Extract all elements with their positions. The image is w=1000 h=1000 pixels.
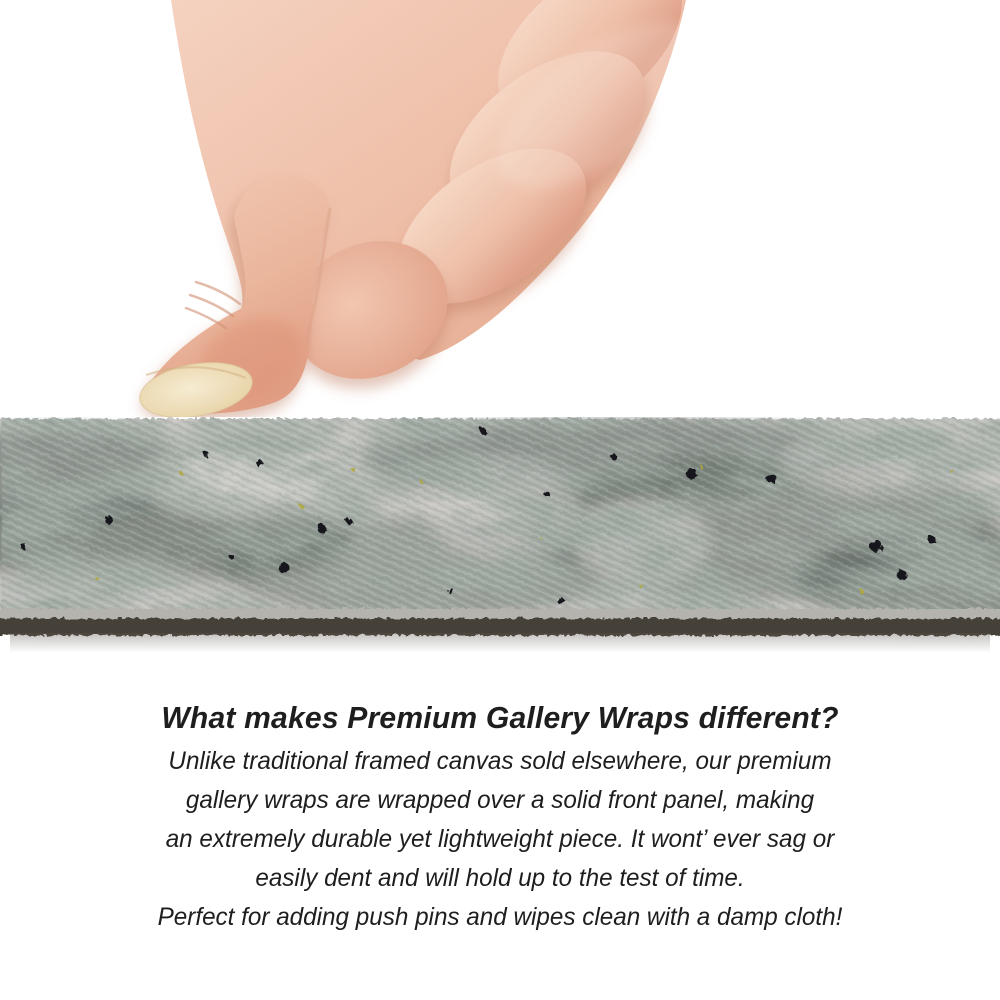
- canvas-edge-photo: [0, 417, 1000, 652]
- weave-texture: [0, 417, 1000, 610]
- canvas-dark-backing: [0, 617, 1000, 634]
- info-block: [0, 698, 1000, 937]
- hand-photo: [0, 0, 1000, 417]
- info-heading: What makes Premium Gallery Wraps different?: [161, 700, 839, 735]
- info-line: gallery wraps are wrapped over a solid front panel, making: [185, 786, 815, 814]
- canvas-strip-body: [0, 417, 1000, 634]
- strip-shadow: [10, 633, 990, 652]
- hand-pressing-illustration: [0, 0, 1000, 417]
- info-line: Perfect for adding push pins and wipes clean with a damp cloth!: [157, 903, 843, 931]
- canvas-edge-illustration: [0, 417, 1000, 652]
- info-line: easily dent and will hold up to the test of time.: [255, 864, 745, 892]
- info-line: Unlike traditional framed canvas sold elsewhere, our premium: [168, 747, 832, 775]
- info-line: an extremely durable yet lightweight piece. It wont’ ever sag or: [165, 825, 835, 853]
